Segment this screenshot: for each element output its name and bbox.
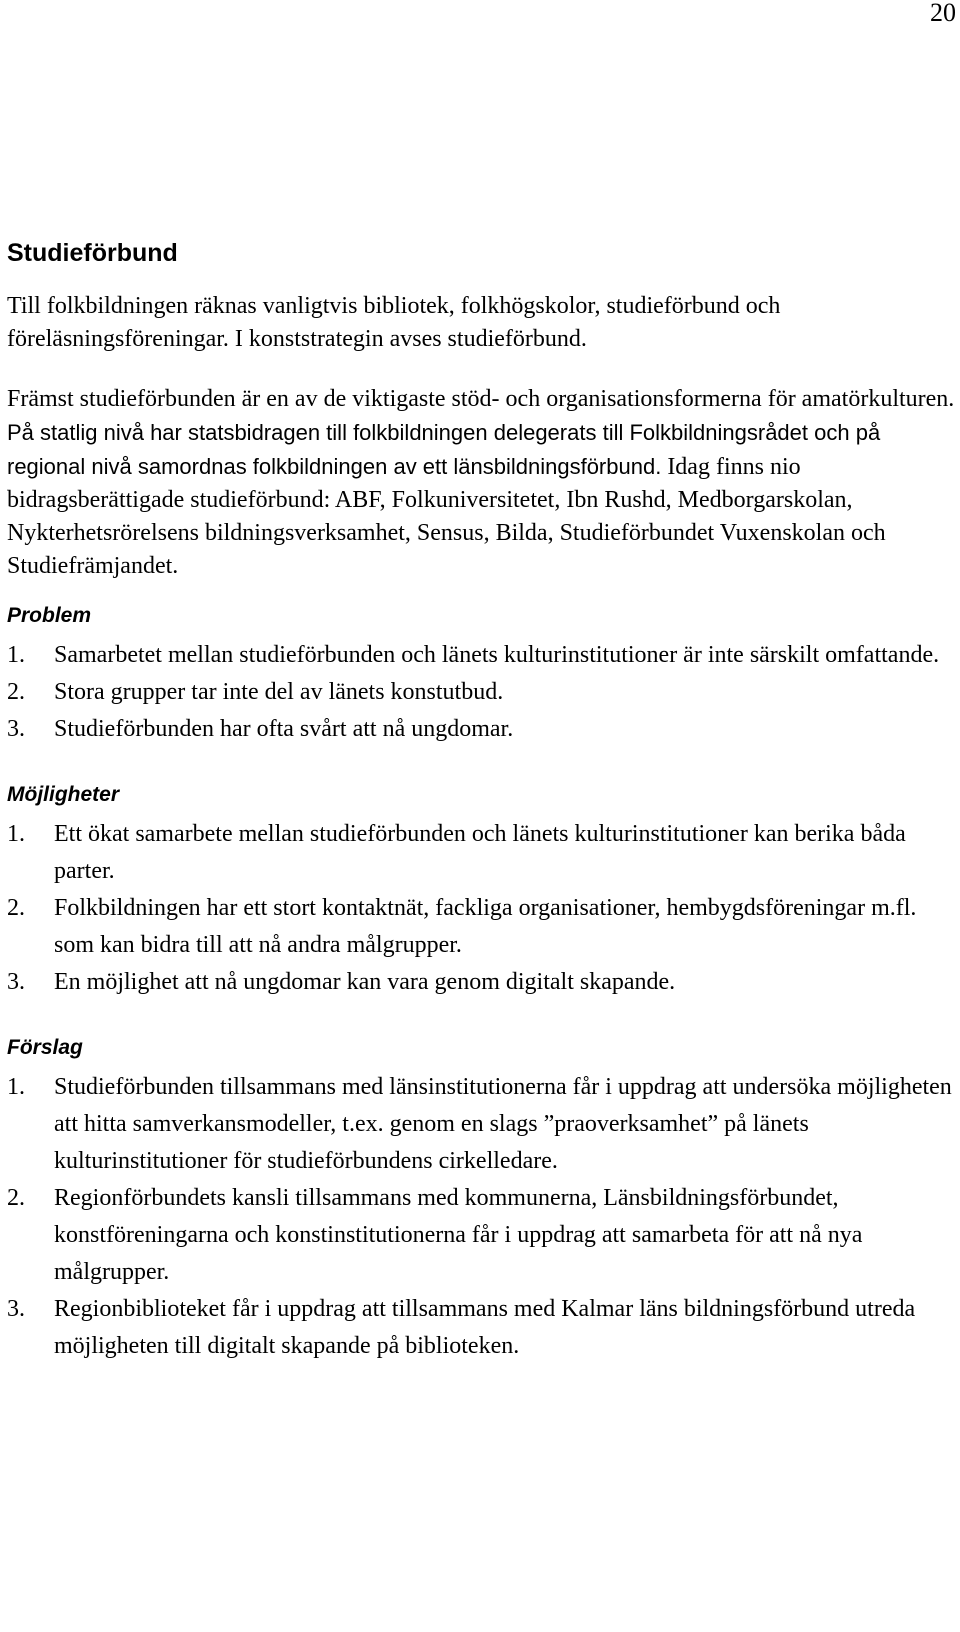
document-body xyxy=(7,238,955,1365)
list-item xyxy=(7,1291,955,1365)
main-paragraph xyxy=(7,382,955,583)
list-item xyxy=(7,890,955,964)
list-item xyxy=(7,1069,955,1180)
intro-paragraph: Till folkbildningen räknas vanligtvis bibliotek, folkhögskolor, studieförbund och föreläsningsföreningar. I konststrategin avses studieförbund. xyxy=(7,293,781,352)
list-item-number: 2. xyxy=(7,679,25,705)
list-item-text: Regionförbundets kansli tillsammans med kommunerna, Länsbildningsförbundet, konstföreningarna och konstinstitutionerna får i uppdrag att samarbeta för att nå nya målgrupper. xyxy=(54,1185,863,1285)
forslag-heading: Förslag xyxy=(7,1036,83,1059)
list-item xyxy=(7,711,955,748)
section-title: Studieförbund xyxy=(7,239,178,267)
list-item-number: 1. xyxy=(7,821,25,847)
list-item-text: Samarbetet mellan studieförbunden och länets kulturinstitutioner är inte särskilt omfattande. xyxy=(54,642,940,668)
list-item xyxy=(7,637,955,674)
list-item-number: 1. xyxy=(7,1074,25,1100)
list-item-number: 3. xyxy=(7,1296,25,1322)
list-item-text: Stora grupper tar inte del av länets konstutbud. xyxy=(54,679,504,705)
mojligheter-heading: Möjligheter xyxy=(7,783,120,806)
list-item-text: En möjlighet att nå ungdomar kan vara genom digitalt skapande. xyxy=(54,969,676,995)
main-paragraph-lead: Främst studieförbunden är en av de viktigaste stöd- och organisationsformerna för amatörkulturen. xyxy=(7,386,955,412)
list-item-number: 1. xyxy=(7,642,25,668)
forslag-list xyxy=(7,1069,955,1365)
list-item-number: 2. xyxy=(7,895,25,921)
main-paragraph-middle: På statlig nivå har statsbidragen till folkbildningen delegerats till Folkbildningsrådet och på regional nivå samordnas folkbildningen av ett länsbildningsförbund. xyxy=(7,420,881,479)
mojligheter-list xyxy=(7,816,955,1001)
problem-list xyxy=(7,637,955,748)
list-item-number: 3. xyxy=(7,716,25,742)
list-item-text: Folkbildningen har ett stort kontaktnät, fackliga organisationer, hembygdsföreningar m.fl. som kan bidra till att nå andra målgrupper. xyxy=(54,895,917,958)
list-item xyxy=(7,964,955,1001)
list-item xyxy=(7,816,955,890)
list-item xyxy=(7,1180,955,1291)
list-item-number: 3. xyxy=(7,969,25,995)
list-item-text: Ett ökat samarbete mellan studieförbunden och länets kulturinstitutioner kan berika båda parter. xyxy=(54,821,906,884)
list-item-text: Regionbiblioteket får i uppdrag att tillsammans med Kalmar läns bildningsförbund utreda möjligheten till digitalt skapande på biblioteken. xyxy=(54,1296,916,1359)
list-item-number: 2. xyxy=(7,1185,25,1211)
page-number: 20 xyxy=(930,0,956,27)
list-item-text: Studieförbunden tillsammans med länsinstitutionerna får i uppdrag att undersöka möjligheten att hitta samverkansmodeller, t.ex. genom en slags ”praoverksamhet” på länets kulturinstitutioner för studieförbundens cirkelledare. xyxy=(54,1074,952,1174)
list-item xyxy=(7,674,955,711)
list-item-text: Studieförbunden har ofta svårt att nå ungdomar. xyxy=(54,716,514,742)
problem-heading: Problem xyxy=(7,604,92,627)
main-paragraph-tail: Idag finns nio bidragsberättigade studieförbund: ABF, Folkuniversitetet, Ibn Rushd, Medborgarskolan, Nykterhetsrörelsens bildningsverksamhet, Sensus, Bilda, Studieförbundet Vuxenskolan och Studiefrämjandet. xyxy=(7,454,886,579)
